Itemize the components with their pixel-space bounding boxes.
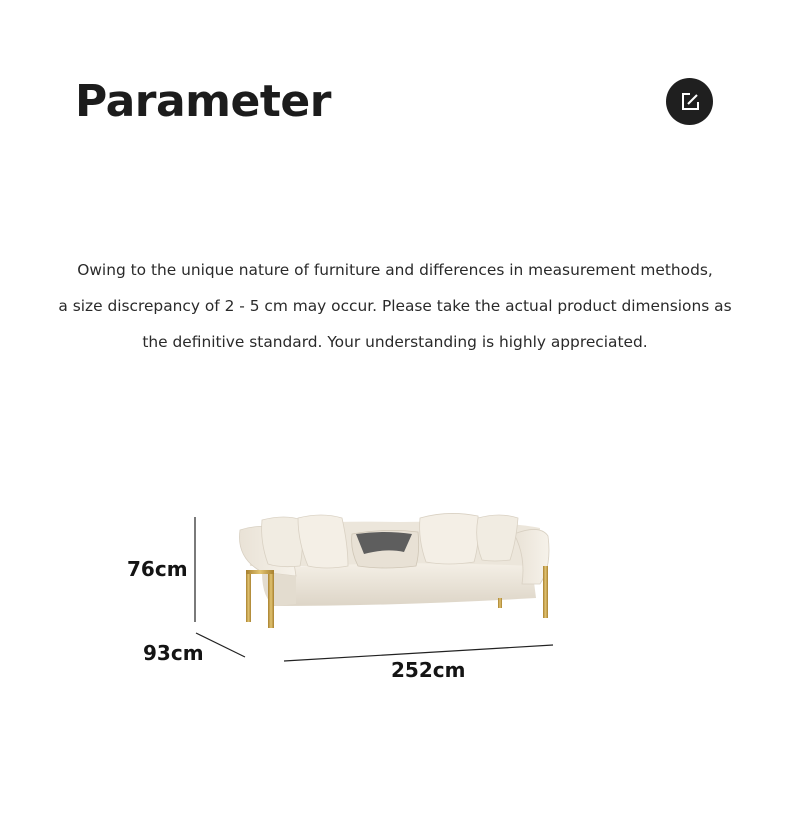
- notice-line: the definitive standard. Your understanding is highly appreciated.: [142, 333, 648, 351]
- depth-label: 93cm: [143, 641, 204, 665]
- width-label: 252cm: [391, 658, 466, 682]
- sofa-image: [239, 513, 549, 628]
- height-label: 76cm: [127, 557, 188, 581]
- notice-line: a size discrepancy of 2 - 5 cm may occur. Please take the actual product dimensions as: [58, 297, 732, 315]
- page-title: Parameter: [75, 76, 331, 127]
- notice-line: Owing to the unique nature of furniture and differences in measurement methods,: [77, 261, 713, 279]
